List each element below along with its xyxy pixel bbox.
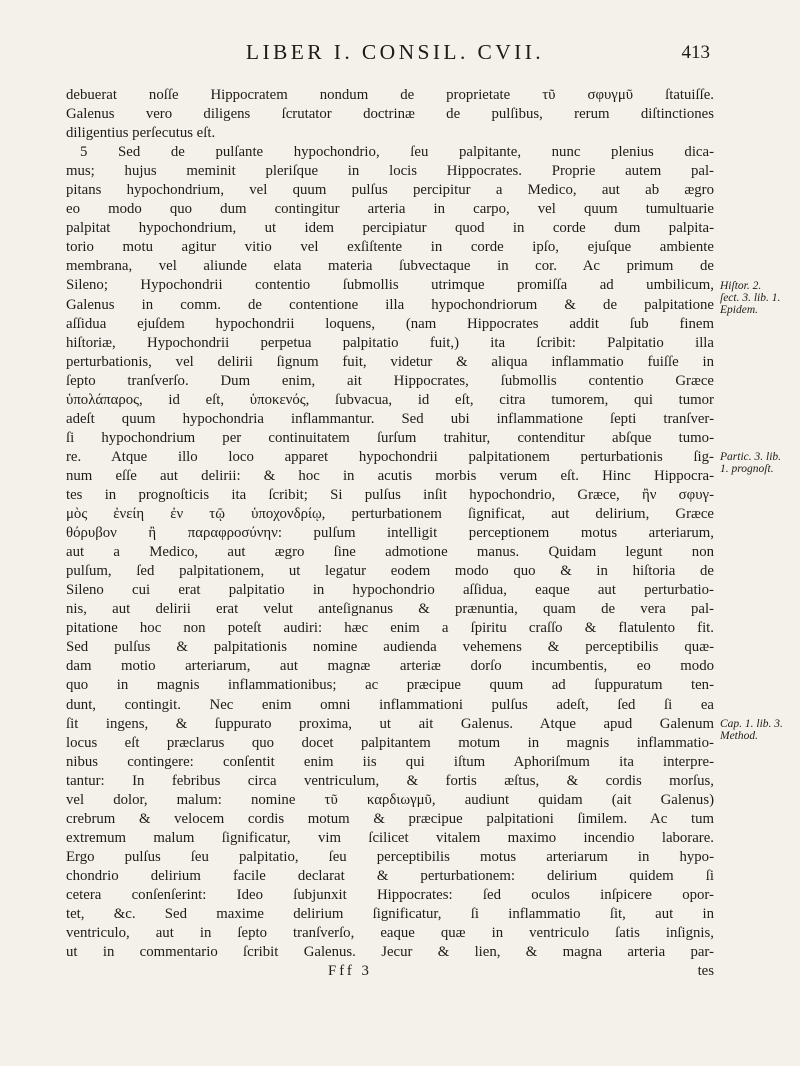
running-head	[80, 40, 710, 80]
text-line: mus; hujus meminit pleriſque in locis Hippocrates. Proprie autem pal-	[66, 163, 714, 180]
text-line: Galenus in comm. de contentione illa hypochondriorum & de palpitatione	[66, 296, 714, 313]
catchline	[66, 962, 714, 981]
margin-note-line: 1. prognoſt.	[720, 462, 774, 475]
margin-note-method	[720, 718, 798, 742]
text-line: extremum malum ſignificatur, vim ſcilicet vitalem maximo incendio laborare.	[66, 829, 714, 846]
text-line: vel dolor, malum: nomine τῦ καρδιωγμῦ, audiunt quidam (ait Galenus)	[66, 791, 714, 808]
text-line: μὸς ἐνείη ἐν τῷ ὑποχονδρίῳ, perturbationem ſignificat, aut delirium, Græce	[66, 506, 714, 523]
text-line: 5 Sed de pulſante hypochondrio, ſeu palpitante, nunc plenius dica-	[80, 144, 714, 161]
main-text-column	[66, 86, 714, 981]
text-line: dunt, contingit. Nec enim omni inflammationi pulſus adeſt, ſed ſi ea	[66, 696, 714, 713]
text-line: Galenus vero diligens ſcrutator doctrinæ de pulſibus, rerum diſtinctiones	[66, 106, 714, 123]
text-line: crebrum & velocem cordis motum & præcipue palpitationi ſimilem. Ac tum	[66, 810, 714, 827]
text-line: re. Atque illo loco apparet hypochondrii palpitationem perturbationis ſig-	[66, 448, 714, 465]
text-line: ὑπολάπαρος, id eſt, ὑποκενός, ſubvacua, id eſt, citra tumorem, qui tumor	[66, 391, 714, 408]
text-line: hiſtoriæ, Hypochondrii perpetua palpitatio fuit,) ita ſcribit: Palpitatio illa	[66, 334, 714, 351]
text-line: pulſum, ſed palpitationem, ut legatur eodem modo quo & in hiſtoria de	[66, 563, 714, 580]
margin-note-line: ſect. 3. lib. 1.	[720, 291, 781, 304]
margin-note-line: Hiſtor. 2.	[720, 279, 762, 292]
text-line: nibus contingere: conſentit enim iis qui iſtum Aphoriſmum ita interpre-	[66, 753, 714, 770]
text-line: quo in magnis inflammationibus; ac præcipue quum ad ſuppuratum ten-	[66, 677, 714, 694]
text-line: Ergo pulſus ſeu palpitatio, ſeu perceptibilis motus arteriarum in hypo-	[66, 848, 714, 865]
text-line: Sileno; Hypochondrii contentio ſubmollis utrimque promiſſa ad umbilicum,	[66, 277, 714, 294]
text-line: aut a Medico, aut ægro ſine admotione manus. Quidam legunt non	[66, 544, 714, 561]
text-line: dam motio arteriarum, aut magnæ arteriæ dorſo incumbentis, eo modo	[66, 658, 714, 675]
text-line: adeſt quum hypochondria inflammantur. Sed ubi inflammatione ſepti tranſver-	[66, 410, 714, 427]
text-line: chondrio delirium facile declarat & perturbationem: delirium quidem ſi	[66, 867, 714, 884]
text-line: ut in commentario ſcribit Galenus. Jecur & lien, & magna arteria par-	[66, 944, 714, 961]
text-line: Sileno cui erat palpitatio in hypochondrio aſſidua, eaque aut perturbatio-	[66, 582, 714, 599]
text-line: ventriculo, aut in ſepto tranſverſo, eaque quæ in ventriculo ſatis inſignis,	[66, 925, 714, 942]
text-line: cetera conſenſerint: Ideo ſubjunxit Hippocrates: ſed oculos inſpicere opor-	[66, 886, 714, 903]
text-line: ſepto tranſverſo. Dum enim, ait Hippocrates, ſubmollis contentio Græce	[66, 372, 714, 389]
text-line: diligentius perſecutus eſt.	[66, 125, 216, 142]
text-line: aſſidua ejuſdem hypochondrii loquens, (nam Hippocrates addit ſub finem	[66, 315, 714, 332]
margin-note-line: Epidem.	[720, 303, 759, 316]
running-head-title: LIBER I. CONSIL. CVII.	[245, 40, 545, 64]
text-line: tes in prognoſticis ita ſcribit; Si pulſus inſit hypochondrio, Græce, ἢν σφυγ-	[66, 486, 714, 503]
text-line: palpitat hypochondrium, ut idem percipiatur quod in corde dum palpita-	[66, 220, 714, 237]
page-number: 413	[681, 42, 710, 63]
text-line: tantur: In febribus circa ventriculum, & fortis æſtus, & cordis morſus,	[66, 772, 714, 789]
text-line: Sed pulſus & palpitationis nomine audienda vehemens & perceptibilis quæ-	[66, 639, 714, 656]
margin-note-line: Cap. 1. lib. 3.	[720, 717, 783, 730]
text-line: θόρυβον ἢ παραφροσύνην: pulſum intelligit perceptionem motus arteriarum,	[66, 525, 714, 542]
margin-note-line: Method.	[720, 729, 759, 742]
text-line: torio motu agitur vitio vel exſiſtente in corde ipſo, ejuſque ambiente	[66, 239, 714, 256]
text-line: tet, &c. Sed maxime delirium ſignificatur, ſi inflammatio ſit, aut in	[66, 906, 714, 923]
text-line: perturbationis, vel delirii ſignum fuit, videtur & aliqua inflammatio fuiſſe in	[66, 353, 714, 370]
text-line: locus eſt præclarus quo docet palpitantem motum in magnis inflammatio-	[66, 734, 714, 751]
text-line: num eſſe aut delirii: & hoc in acutis morbis verum eſt. Hinc Hippocra-	[66, 467, 714, 484]
text-line: pitans hypochondrium, vel quum pulſus percipitur a Medico, aut ab ægro	[66, 182, 714, 199]
margin-note-prognostics	[720, 451, 798, 475]
margin-note-historia	[720, 280, 798, 316]
text-line: nis, aut delirii erat velut anteſignanus & prænuntia, quam de vera pal-	[66, 601, 714, 618]
text-line: eo modo quo dum contingitur arteria in carpo, vel quum tumultuarie	[66, 201, 714, 218]
text-line: ſi hypochondrium per continuitatem ſurſum trahitur, contenditur abſque tumo-	[66, 429, 714, 446]
signature-mark: Fff 3	[328, 963, 372, 980]
text-line: debuerat noſſe Hippocratem nondum de proprietate τῦ σφυγμῦ ſtatuiſſe.	[66, 87, 714, 103]
text-line: membrana, vel aliunde elata materia ſubvectaque in cor. Ac primum de	[66, 258, 714, 275]
margin-note-line: Partic. 3. lib.	[720, 450, 782, 463]
text-line: pitatione hoc non poteſt audiri: hæc enim a ſpiritu craſſo & flatulento fit.	[66, 620, 714, 637]
text-line: ſit ingens, & ſuppurato proxima, ut ait Galenus. Atque apud Galenum	[66, 715, 714, 732]
catchword: tes	[697, 963, 714, 980]
